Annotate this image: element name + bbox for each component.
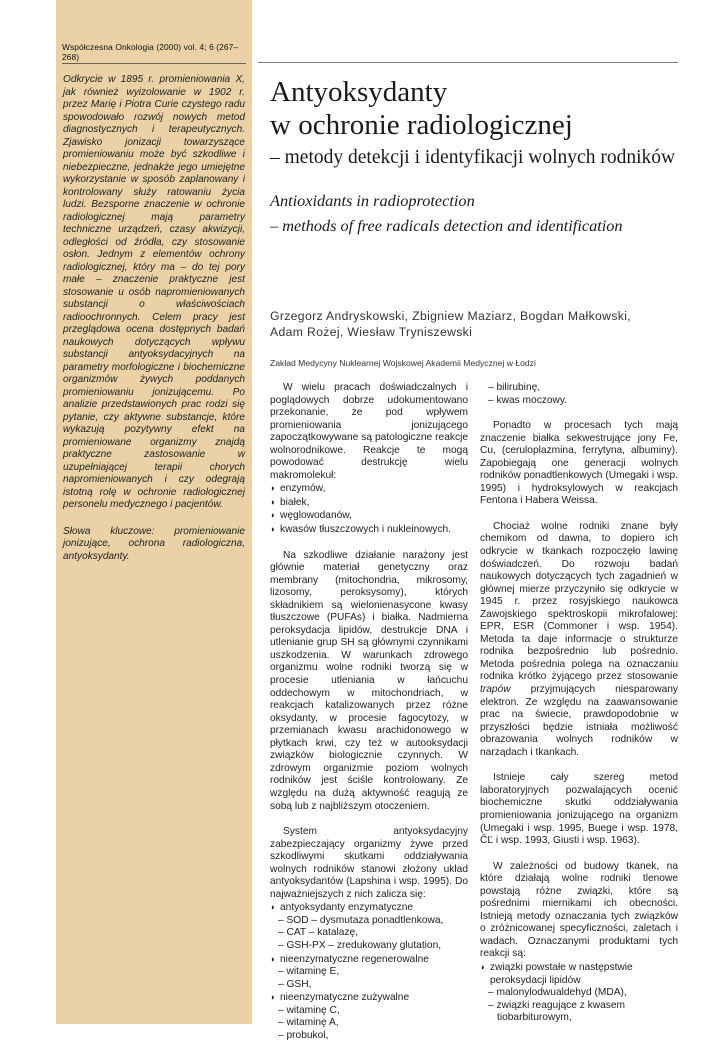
journal-reference: Współczesna Onkologia (2000) vol. 4; 6 (267–268): [62, 42, 239, 62]
header-divider: [258, 62, 678, 63]
list-item: ◗ antyoksydanty enzymatyczne: [270, 902, 414, 914]
list-item: ◗ enzymów,: [270, 483, 326, 495]
bullet-icon: ◗: [270, 953, 276, 964]
bullet-icon: ◗: [480, 961, 486, 972]
sub-list-item: – CAT – katalazę,: [278, 927, 359, 939]
bullet-icon: ◗: [270, 483, 276, 494]
sidebar-divider: [62, 63, 246, 64]
sub-list-item: – związki reagujące z kwasem tiobarbiturowym,: [488, 999, 626, 1024]
article-title: [270, 76, 690, 142]
list-item: ◗ związki powstałe w następstwie peroksydacji lipidów: [480, 961, 633, 986]
sub-list-item: – kwas moczowy.: [488, 394, 568, 406]
sub-list-item: – witaminę C,: [278, 1004, 340, 1016]
sub-list-item: – GSH,: [278, 978, 312, 990]
authors: [270, 308, 690, 340]
bullet-icon: ◗: [270, 496, 276, 507]
sub-list-item: – GSH-PX – zredukowany glutation,: [278, 939, 442, 951]
list-item: ◗ kwasów tłuszczowych i nukleinowych.: [270, 524, 451, 536]
paragraph: W zależności od budowy tkanek, na które działają wolne rodniki tlenowe powstają różne związki, które są pośrednimi miernikami ich obecności. Istnieją metody oznaczania tych związków o zróżnicowanej specyficzności, zaletach i wadach. Oznaczanymi produktami tych reakcji są:: [480, 860, 678, 960]
body-column-1: [270, 382, 468, 1042]
paragraph: Na szkodliwe działanie narażony jest głównie materiał genetyczny oraz membrany (mitochondria, mikrosomy, lizosomy, peroksysomy), których składnikiem są wielonienasycone kwasy tłuszczowe (PUFAs) i białka. Nadmierna peroksydacja lipidów, destrukcje DNA i utlenianie grup SH są głównymi czynnikami uszkodzenia. W warunkach zdrowego organizmu wolne rodniki tworzą się w procesie utleniania w łańcuchu oddechowym w mitochondriach, w reakcjach katalizowanych przez różne oksydanty, w procesie fagocytozy, w przemianach kwasu arachidonowego w płytkach krwi, czy też w autooksydacji związków biologicznie czynnych. W zdrowym organizmie poziom wolnych rodników jest ściśle kontrolowany. Ze względu na dużą aktywność reagują ze sobą lub z najbliższym otoczeniem.: [270, 549, 468, 812]
list-item: ◗ nieenzymatyczne regenerowalne: [270, 953, 429, 965]
bullet-icon: ◗: [270, 510, 276, 521]
bullet-icon: ◗: [270, 524, 276, 535]
sub-list-item: – SOD – dysmutaza ponadtlenkowa,: [278, 914, 444, 926]
title-line-2: w ochronie radiologicznej: [270, 109, 573, 141]
paragraph: Chociaż wolne rodniki znane były chemikom od dawna, to dopiero ich odkrycie w tkankach rozpoczęło lawinę doświadczeń. Do rozwoju badań naukowych dotyczących tych zagadnień w głównej mierze przyczyniło się odkrycie w 1945 r. przez rosyjskiego naukowca Zawojskiego spektroskopii mikrofalowej: EPR, ESR (Commoner i wsp. 1954). Metoda ta daje informacje o strukturze rodnika bezpośrednio lub pośrednio. Metoda pośrednia polega na oznaczaniu rodnika krótko żyjącego przez stosowanie trapów przyjmujących niesparowany elektron. Ze względu na zaawansowanie prac na świecie, prawdopodobnie w przyszłości będzie istniała możliwość obrazowania wolnych rodników w narządach i tkankach.: [480, 520, 678, 758]
sub-list-item: – probukol,: [278, 1029, 329, 1041]
english-title: [270, 188, 700, 238]
body-column-2: [480, 382, 678, 1025]
bullet-icon: ◗: [270, 902, 276, 913]
bullet-icon: ◗: [270, 992, 276, 1003]
paragraph: System antyoksydacyjny zabezpieczający organizmy żywe przed szkodliwymi skutkami oddziaływania wolnych rodników stanowi złożony układ antyoksydantów (Lapshina i wsp. 1995). Do najważniejszych z nich zalicza się:: [270, 826, 468, 900]
english-title-line-2: – methods of free radicals detection and identification: [270, 216, 623, 235]
sub-list-item: – malonylodwualdehyd (MDA),: [488, 987, 627, 999]
paragraph: Istnieje cały szereg metod laboratoryjnych pozwalających ocenić biochemiczne skutki oddziaływania promieniowania jonizującego na organizm (Umegaki i wsp. 1995, Buege i wsp. 1978, ČĽ i wsp. 1993, Giusti i wsp. 1963).: [480, 772, 678, 847]
sub-list-item: – bilirubinę,: [488, 382, 541, 393]
authors-line-2: Adam Rożej, Wiesław Tryniszewski: [270, 325, 473, 339]
paragraph: Ponadto w procesach tych mają znaczenie białka sekwestrujące jony Fe, Cu, (ceruloplazmina, ferrytyna, albuminy). Zapobiegają one generacji wolnych rodników ponadtlenkowych (Umegaki i wsp. 1995) i hydroksylowych w reakcjach Fentona i Habera Weissa.: [480, 420, 678, 507]
list-item: ◗ białek,: [270, 496, 310, 508]
english-title-line-1: Antioxidants in radioprotection: [270, 191, 475, 210]
abstract-text: Odkrycie w 1895 r. promieniowania X, jak również wyizolowanie w 1902 r. przez Marię i Piotra Curie czystego radu spowodowało rozwój nowych metod diagnostycznych i terapeutycznych. Zjawisko jonizacji towarzyszące promieniowaniu może być szkodliwe i niebezpieczne, jednakże jego umiejętne wykorzystanie w sposób zaplanowany i kontrolowany służy ratowaniu życia ludzi. Bezsporne znaczenie w ochronie radiologicznej mają parametry techniczne urządzeń, czasy akwizycji, odległości od źródła, czy stosowanie osłon. Jednym z elementów ochrony radiologicznej, który ma – do tej pory małe – znaczenie praktyczne jest stosowanie u osób napromieniowanych substancji o właściwościach radioochronnych. Celem pracy jest przeglądowa ocena dostępnych badań naukowych dotyczących wpływu substancji antyoksydacyjnych na parametry morfologiczne i biochemiczne organizmów żywych poddanych promieniowaniu jonizującemu. Po analizie przedstawionych prac rodzi się pytanie, czy aktywne substancje, które wykazują pozytywny efekt na promieniowane organizmy znajdą praktyczne zastosowanie w uzupełniającej terapii chorych napromieniowanych i czy odegrają istotną rolę w ochronie radiologicznej personelu medycznego i pacjentów.: [63, 74, 245, 510]
emphasis: trapów: [480, 684, 511, 696]
affiliation: Zakład Medycyny Nuklearnej Wojskowej Akademii Medycznej w Łodzi: [270, 358, 536, 368]
keywords: Słowa kluczowe: promieniowanie jonizujące, ochrona radiologiczna, antyoksydanty.: [63, 525, 245, 562]
sub-list-item: – witaminę E,: [278, 966, 340, 978]
authors-line-1: Grzegorz Andryskowski, Zbigniew Maziarz, Bogdan Małkowski,: [270, 309, 631, 323]
list-item: ◗ nieenzymatyczne zużywalne: [270, 992, 410, 1004]
abstract: [63, 74, 245, 563]
paragraph: W wielu pracach doświadczalnych i poglądowych dobrze udokumentowano przekonanie, że pod wpływem promieniowania jonizującego zapoczątkowywane są patologiczne reakcje wolnorodnikowe. Reakcje te mogą powodować destrukcję wielu makromolekuł:: [270, 382, 468, 481]
list-item: ◗ węglowodanów,: [270, 510, 352, 522]
article-subtitle: – metody detekcji i identyfikacji wolnych rodników: [270, 147, 676, 168]
sub-list-item: – witaminę A,: [278, 1017, 339, 1029]
title-line-1: Antyoksydanty: [270, 76, 448, 108]
